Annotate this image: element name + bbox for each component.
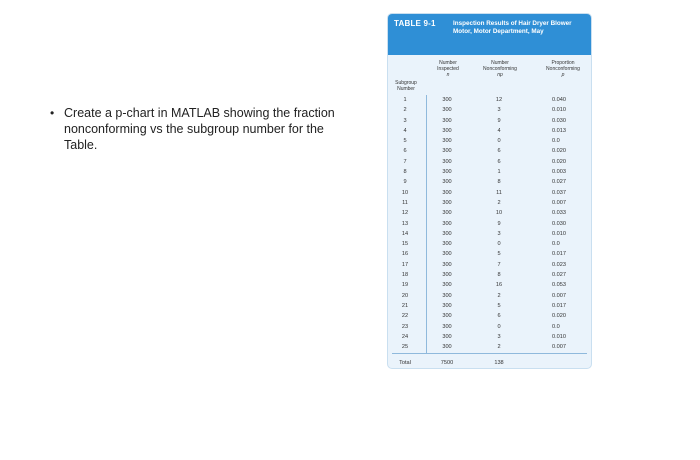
table-cell: 16 [495, 282, 503, 289]
table-cell: 300 [442, 107, 452, 114]
table-cell: 300 [442, 323, 452, 330]
table-row [388, 95, 591, 105]
total-divider [392, 353, 587, 354]
total-nonconforming: 138 [494, 360, 504, 366]
table-cell: 15 [401, 241, 409, 248]
table-cell: 20 [401, 292, 409, 299]
table-cell: 6 [497, 148, 501, 155]
table-cell: 11 [402, 199, 408, 206]
table-row [388, 136, 591, 146]
table-cell: 300 [442, 282, 452, 289]
table-row [388, 342, 591, 352]
table-cell: 300 [442, 272, 452, 279]
table-row [388, 167, 591, 177]
bullet-item [50, 105, 340, 153]
column-header-symbol: np [497, 72, 503, 78]
table-row [388, 198, 591, 208]
table-row [388, 116, 591, 126]
table-cell: 0.013 [552, 127, 566, 134]
table-cell: 0.020 [552, 148, 566, 155]
table-cell: 0.017 [552, 302, 566, 309]
table-cell: 300 [442, 261, 452, 268]
table-cell: 9 [403, 179, 407, 186]
total-inspected: 7500 [440, 360, 454, 366]
table-cell: 17 [401, 261, 409, 268]
table-cell: 3 [497, 230, 501, 237]
table-cell: 6 [497, 158, 501, 165]
table-cell: 300 [442, 220, 452, 227]
table-cell: 0.010 [552, 230, 566, 237]
column-header-label: Proportion Nonconforming [546, 60, 580, 72]
table-cell: 19 [401, 282, 409, 289]
table-row [388, 301, 591, 311]
table-cell: 23 [401, 323, 409, 330]
table-cell: 0.007 [552, 344, 566, 351]
table-row [388, 322, 591, 332]
table-row [388, 291, 591, 301]
table-cell: 8 [403, 169, 407, 176]
table-cell: 300 [442, 199, 452, 206]
table-row [388, 229, 591, 239]
table-cell: 2 [403, 107, 407, 114]
table-row [388, 157, 591, 167]
column-headers [388, 55, 591, 95]
table-cell: 0.027 [552, 179, 566, 186]
table-cell: 0 [497, 323, 501, 330]
table-cell: 0.007 [552, 292, 566, 299]
table-cell: 0 [497, 138, 501, 145]
table-cell: 300 [442, 302, 452, 309]
table-cell: 3 [497, 107, 501, 114]
table-row [388, 239, 591, 249]
table-cell: 16 [401, 251, 409, 258]
table-cell: 14 [401, 230, 409, 237]
table-cell: 9 [497, 220, 501, 227]
table-cell: 10 [401, 189, 409, 196]
column-header-label: Number Inspected [437, 60, 459, 72]
table-cell: 300 [442, 97, 452, 103]
table-cell: 7 [403, 158, 407, 165]
table-row [388, 219, 591, 229]
table-cell: 2 [497, 199, 501, 206]
table-cell: 0.040 [552, 97, 566, 103]
total-row [388, 358, 591, 368]
table-cell: 300 [442, 127, 452, 134]
table-cell: 0.023 [552, 261, 566, 268]
table-row [388, 311, 591, 321]
total-label: Total [399, 360, 411, 366]
table-cell: 9 [497, 117, 501, 124]
table-row [388, 126, 591, 136]
table-row [388, 280, 591, 290]
table-cell: 300 [442, 169, 452, 176]
table-cell: 11 [496, 189, 502, 196]
table-cell: 0.0 [552, 323, 560, 330]
table-cell: 2 [497, 292, 501, 299]
table-cell: 2 [497, 344, 501, 351]
table-cell: 24 [401, 333, 409, 340]
table-cell: 0.007 [552, 199, 566, 206]
table-body [388, 95, 591, 352]
table-cell: 300 [442, 241, 452, 248]
table-cell: 0.037 [552, 189, 566, 196]
table-cell: 25 [401, 344, 409, 351]
table-cell: 13 [401, 220, 409, 227]
table-cell: 3 [403, 117, 407, 124]
table-cell: 0.003 [552, 169, 566, 176]
table-cell: 0.030 [552, 117, 566, 124]
table-cell: 8 [497, 179, 501, 186]
table-cell: 300 [442, 138, 452, 145]
table-cell: 22 [401, 313, 409, 320]
table-cell: 0.033 [552, 210, 566, 217]
table-row [388, 146, 591, 156]
table-header [388, 14, 591, 55]
column-header-label: Subgroup Number [395, 80, 417, 92]
table-cell: 6 [403, 148, 407, 155]
column-header-subgroup [390, 80, 422, 92]
table-row [388, 270, 591, 280]
table-cell: 300 [442, 251, 452, 258]
table-cell: 0.010 [552, 107, 566, 114]
table-cell: 0.027 [552, 272, 566, 279]
table-title: Inspection Results of Hair Dryer Blower Motor, Motor Department, May [453, 20, 572, 35]
table-cell: 300 [442, 210, 452, 217]
column-header-inspected [432, 60, 464, 78]
table-row [388, 177, 591, 187]
table-row [388, 260, 591, 270]
table-label: TABLE 9-1 [394, 19, 436, 28]
table-cell: 5 [403, 138, 407, 145]
table-row [388, 249, 591, 259]
column-header-symbol: p [561, 72, 565, 78]
table-cell: 300 [442, 189, 452, 196]
table-cell: 300 [442, 179, 452, 186]
table-cell: 5 [497, 302, 501, 309]
table-cell: 18 [401, 272, 409, 279]
table-cell: 300 [442, 313, 452, 320]
table-cell: 7 [497, 261, 501, 268]
column-header-label: Number Nonconforming [483, 60, 517, 72]
table-cell: 1 [403, 97, 407, 103]
table-cell: 300 [442, 158, 452, 165]
table-cell: 1 [497, 169, 501, 176]
table-row [388, 208, 591, 218]
table-cell: 0.053 [552, 282, 566, 289]
table-cell: 8 [497, 272, 501, 279]
column-header-nonconforming [476, 60, 524, 78]
table-cell: 10 [495, 210, 503, 217]
table-cell: 12 [401, 210, 409, 217]
table-cell: 0.020 [552, 313, 566, 320]
table-cell: 3 [497, 333, 501, 340]
bullet-text: Create a p-chart in MATLAB showing the fraction nonconforming vs the subgroup number for the Table. [64, 106, 335, 152]
column-header-proportion [538, 60, 588, 78]
table-cell: 300 [442, 117, 452, 124]
data-table [388, 14, 591, 368]
table-row [388, 105, 591, 115]
table-cell: 0.0 [552, 241, 560, 248]
table-cell: 0 [497, 241, 501, 248]
table-cell: 12 [495, 97, 503, 103]
table-cell: 300 [442, 230, 452, 237]
table-cell: 4 [497, 127, 501, 134]
table-cell: 21 [401, 302, 409, 309]
table-row [388, 332, 591, 342]
table-cell: 0.020 [552, 158, 566, 165]
table-row [388, 188, 591, 198]
bullet-dot: • [50, 106, 55, 120]
table-cell: 300 [442, 148, 452, 155]
column-header-symbol: n [446, 72, 450, 78]
table-cell: 0.0 [552, 138, 560, 145]
table-cell: 0.030 [552, 220, 566, 227]
table-cell: 4 [403, 127, 407, 134]
table-cell: 300 [442, 344, 452, 351]
table-cell: 5 [497, 251, 501, 258]
table-cell: 0.017 [552, 251, 566, 258]
table-cell: 0.010 [552, 333, 566, 340]
table-cell: 6 [497, 313, 501, 320]
table-cell: 300 [442, 292, 452, 299]
table-cell: 300 [442, 333, 452, 340]
